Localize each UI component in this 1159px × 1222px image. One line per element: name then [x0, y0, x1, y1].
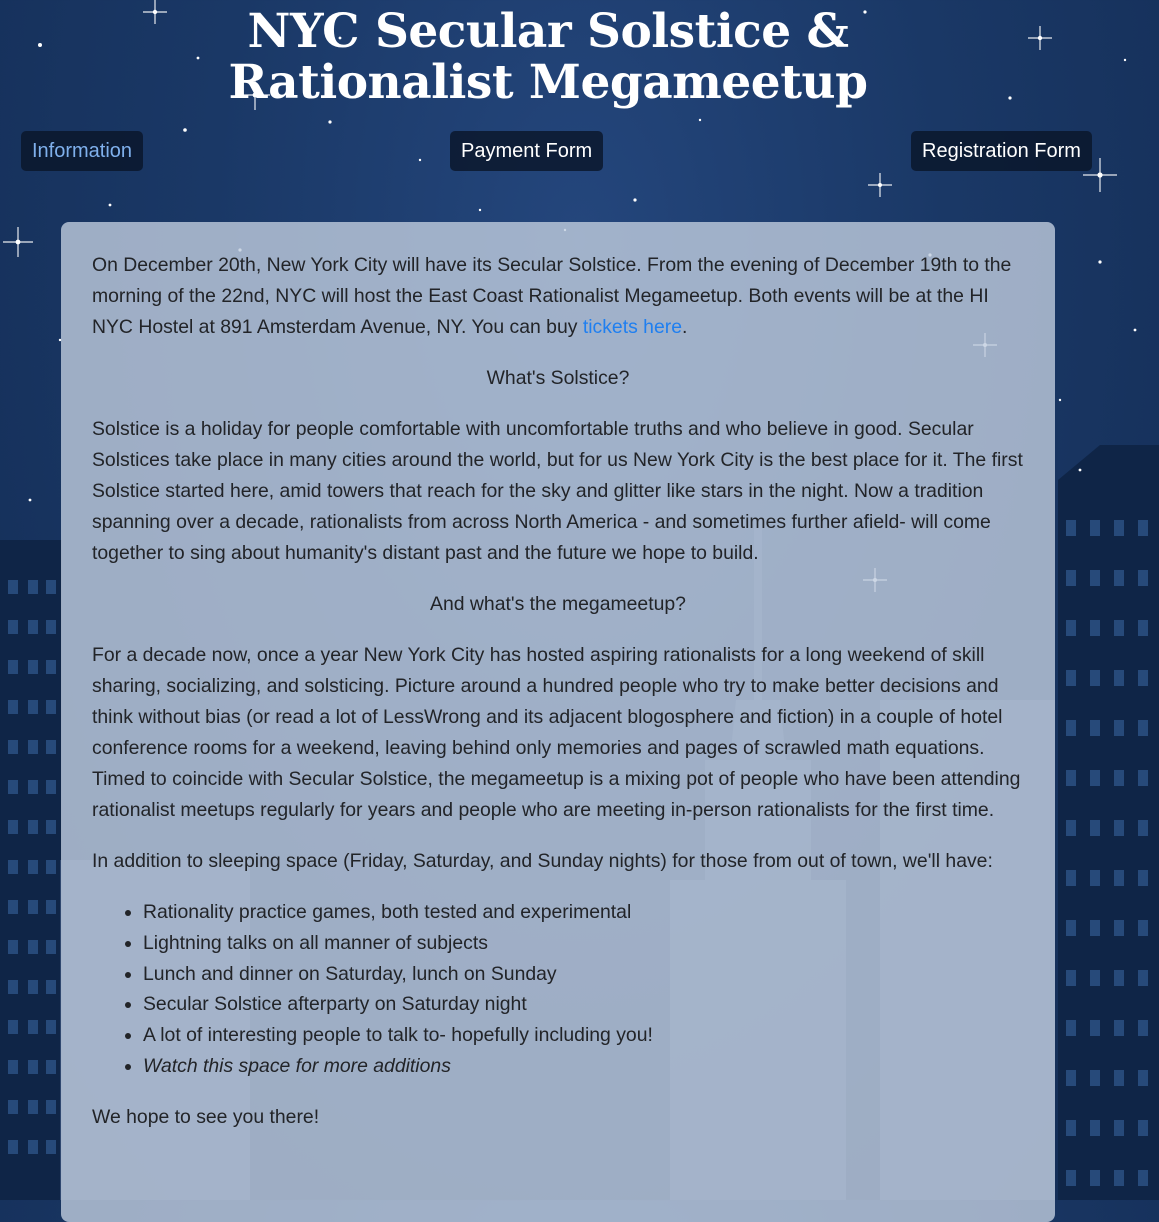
megameetup-heading: And what's the megameetup? — [430, 593, 686, 615]
closing-paragraph: We hope to see you there! — [92, 1105, 320, 1128]
page-title — [0, 6, 1096, 108]
megameetup-paragraph: For a decade now, once a year New York City has hosted aspiring rationalists for a long weekend of skill sharing, socializing, and solsticing. Picture around a hundred people who try to make better decisions and think without bias (or read a lot of LessWrong and its adjacent blogosphere and fiction) in a couple of hotel conference rooms for a weekend, leaving behind only memories and pages of scrawled math equations. Timed to coincide with Secular Solstice, the megameetup is a mixing pot of people who have been attending rationalist meetups regularly for years and people who are meeting in-person rationalists for the first time. — [92, 644, 1021, 821]
page-title-line-1: NYC Secular Solstice & — [247, 4, 849, 59]
page-title-line-2: Rationalist Megameetup — [228, 55, 868, 110]
solstice-heading: What's Solstice? — [486, 367, 630, 389]
content-panel — [61, 222, 1055, 1222]
list-item: • Lunch and dinner on Saturday, lunch on Sunday — [143, 959, 1024, 990]
additions-intro: In addition to sleeping space (Friday, Saturday, and Sunday nights) for those from out of town, we'll have: — [92, 850, 993, 872]
tickets-link[interactable]: tickets here — [582, 316, 682, 338]
skyscraper-left — [0, 540, 62, 1200]
nav-information-button[interactable]: Information — [21, 131, 143, 171]
intro-text-end: . — [681, 316, 688, 338]
nav-registration-form-button[interactable]: Registration Form — [911, 131, 1092, 171]
list-item: • Watch this space for more additions — [143, 1051, 1024, 1082]
nav-payment-form-button[interactable]: Payment Form — [450, 131, 603, 171]
intro-paragraph — [92, 250, 1024, 343]
list-item: • Lightning talks on all manner of subjects — [143, 928, 1024, 959]
intro-text: On December 20th, New York City will have its Secular Solstice. From the evening of December 19th to the morning of the 22nd, NYC will host the East Coast Rationalist Megameetup. Both events will be at the HI NYC Hostel at 891 Amsterdam Avenue, NY. You can buy — [92, 254, 1012, 338]
solstice-paragraph: Solstice is a holiday for people comfortable with uncomfortable truths and who believe in good. Secular Solstices take place in many cities around the world, but for us New York City is the best place for it. The first Solstice started here, amid towers that reach for the sky and glitter like stars in the night. Now a tradition spanning over a decade, rationalists from across North America - and sometimes further afield- will come together to sing about humanity's distant past and the future we hope to build. — [92, 418, 1023, 564]
list-item: • A lot of interesting people to talk to- hopefully including you! — [143, 1020, 1024, 1051]
features-list — [92, 897, 1024, 1082]
list-item: • Secular Solstice afterparty on Saturday night — [143, 989, 1024, 1020]
list-item: • Rationality practice games, both tested and experimental — [143, 897, 1024, 928]
skyscraper-right — [1058, 445, 1159, 1200]
